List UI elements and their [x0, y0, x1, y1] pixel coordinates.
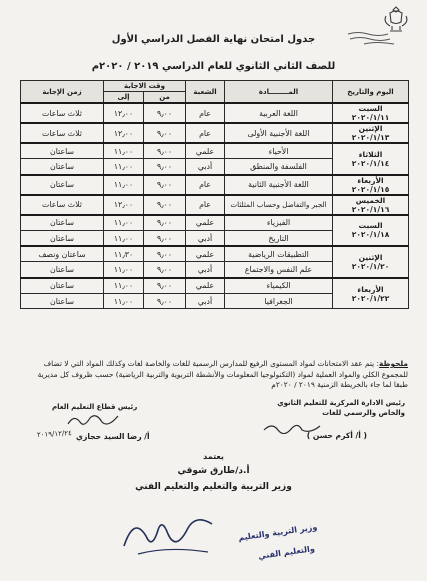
approval-label: يعتمد [203, 452, 224, 461]
from-time-cell: ٩٫٠٠ [144, 195, 186, 215]
from-time-cell: ٩٫٠٠ [144, 103, 186, 123]
sector-head-title: رئيس قطاع التعليم العام [52, 403, 138, 411]
from-time-cell: ٩٫٠٠ [144, 294, 186, 309]
header-division: الشعبة [186, 81, 225, 104]
subject-cell: الفيزياء [225, 215, 333, 231]
duration-cell: ساعتان [21, 143, 104, 159]
to-time-cell: ١١٫٠٠ [104, 278, 144, 294]
to-time-cell: ١١٫٠٠ [104, 159, 144, 175]
header-subject: المــــــــادة [225, 81, 333, 104]
subject-cell: الفلسفة والمنطق [225, 159, 333, 175]
division-cell: علمي [186, 246, 225, 262]
duration-cell: ساعتان [21, 230, 104, 246]
from-time-cell: ٩٫٠٠ [144, 123, 186, 143]
subject-cell: التاريخ [225, 230, 333, 246]
subject-cell: الجبر والتفاضل وحساب المثلثات [225, 195, 333, 215]
handwritten-date: ٢٠١٩/١٢/٢٤ [36, 429, 72, 439]
from-time-cell: ٩٫٠٠ [144, 278, 186, 294]
subject-cell: الجغرافيا [225, 294, 333, 309]
duration-cell: ساعتان [21, 215, 104, 231]
division-cell: أدبي [186, 159, 225, 175]
day-cell: الأربعاء ٢٠٢٠/١/٢٢ [333, 278, 409, 309]
division-cell: أدبي [186, 294, 225, 309]
header-day: اليوم والتاريخ [333, 81, 409, 104]
subject-cell: الكيمياء [225, 278, 333, 294]
duration-cell: ساعتان [21, 175, 104, 195]
day-cell: الإثنين ٢٠٢٠/١/٢٠ [333, 246, 409, 278]
minister-title: وزير التربية والتعليم والتعليم الفني [135, 482, 292, 492]
division-cell: عام [186, 123, 225, 143]
table-row [21, 123, 409, 143]
day-cell: الإثنين ٢٠٢٠/١/١٣ [333, 123, 409, 143]
table-row [21, 175, 409, 195]
duration-cell: ساعتان [21, 294, 104, 309]
table-row [21, 143, 409, 159]
subject-cell: التطبيقات الرياضية [225, 246, 333, 262]
from-time-cell: ٩٫٠٠ [144, 246, 186, 262]
from-time-cell: ٩٫٠٠ [144, 143, 186, 159]
header-duration: زمن الإجابة [21, 81, 104, 104]
division-cell: عام [186, 195, 225, 215]
duration-cell: ثلاث ساعات [21, 103, 104, 123]
stamp-line-1: وزير التربية والتعليم [237, 522, 318, 543]
from-time-cell: ٩٫٠٠ [144, 159, 186, 175]
note-text: : يتم عقد الامتحانات لمواد المستوى الرفيع للمدارس الرسمية للغات والخاصة لغات وكذلك المواد التي لا تضاف للمجموع الكلي والمواد العملية لمواد (التكنولوجيا المعلومات والأنشطة التربوية والتربية الرياضية) حسب ظروف كل مديرية طبقا لما جاء بالخريطة الزمنية ٢٠١٩ / ٢٠٢٠م [37, 359, 408, 389]
duration-cell: ثلاث ساعات [21, 195, 104, 215]
division-cell: أدبي [186, 230, 225, 246]
to-time-cell: ١٢٫٠٠ [104, 123, 144, 143]
header-answer-time: وقت الاجابة [104, 81, 186, 92]
to-time-cell: ١١٫٣٠ [104, 246, 144, 262]
minister-signature-icon [118, 508, 228, 566]
subject-cell: الأحياء [225, 143, 333, 159]
header-from: من [144, 92, 186, 104]
from-time-cell: ٩٫٠٠ [144, 215, 186, 231]
division-cell: عام [186, 175, 225, 195]
from-time-cell: ٩٫٠٠ [144, 230, 186, 246]
division-cell: أدبي [186, 262, 225, 278]
sector-head-name: أ/ رضا السيد حجازي [76, 432, 150, 441]
subject-cell: اللغة العربية [225, 103, 333, 123]
to-time-cell: ١١٫٠٠ [104, 294, 144, 309]
duration-cell: ثلاث ساعات [21, 123, 104, 143]
duration-cell: ساعتان [21, 262, 104, 278]
table-row [21, 215, 409, 231]
schedule-subtitle: للصف الثاني الثانوي للعام الدراسي ٢٠١٩ / ٢٠٢٠م [91, 61, 336, 72]
division-cell: عام [186, 103, 225, 123]
day-cell: الثلاثاء ٢٠٢٠/١/١٤ [333, 143, 409, 175]
table-row [21, 195, 409, 215]
day-cell: السبت ٢٠٢٠/١/١١ [333, 103, 409, 123]
subject-cell: اللغة الأجنبية الثانية [225, 175, 333, 195]
to-time-cell: ١١٫٠٠ [104, 143, 144, 159]
subject-cell: علم النفس والاجتماع [225, 262, 333, 278]
stamp-line-2: والتعليم الفني [257, 544, 316, 561]
table-row [21, 246, 409, 262]
day-cell: السبت ٢٠٢٠/١/١٨ [333, 215, 409, 247]
subject-cell: اللغة الأجنبية الأولى [225, 123, 333, 143]
table-row [21, 103, 409, 123]
exam-schedule-table [20, 80, 409, 309]
division-cell: علمي [186, 215, 225, 231]
from-time-cell: ٩٫٠٠ [144, 175, 186, 195]
duration-cell: ساعتان [21, 278, 104, 294]
central-admin-name: ( أ/ أكرم حسن ) [306, 431, 367, 440]
note-label: ملحوظة [379, 359, 408, 368]
schedule-note [22, 359, 408, 391]
to-time-cell: ١١٫٠٠ [104, 215, 144, 231]
sector-head-signature-icon [64, 412, 124, 430]
to-time-cell: ١٢٫٠٠ [104, 103, 144, 123]
minister-name: أ.د/طارق شوقي [177, 466, 250, 476]
day-cell: الأربعاء ٢٠٢٠/١/١٥ [333, 175, 409, 195]
to-time-cell: ١١٫٠٠ [104, 175, 144, 195]
duration-cell: ساعتان ونصف [21, 246, 104, 262]
central-admin-title: رئيس الادارة المركزية للتعليم الثانوي والخاص والرسمي للغات [277, 399, 405, 417]
header-to: إلى [104, 92, 144, 104]
table-row [21, 278, 409, 294]
to-time-cell: ١١٫٠٠ [104, 262, 144, 278]
to-time-cell: ١٢٫٠٠ [104, 195, 144, 215]
division-cell: علمي [186, 143, 225, 159]
day-cell: الخميس ٢٠٢٠/١/١٦ [333, 195, 409, 215]
division-cell: علمي [186, 278, 225, 294]
from-time-cell: ٩٫٠٠ [144, 262, 186, 278]
schedule-title: جدول امتحان نهاية الفصل الدراسي الأول [111, 34, 316, 45]
to-time-cell: ١١٫٠٠ [104, 230, 144, 246]
duration-cell: ساعتان [21, 159, 104, 175]
